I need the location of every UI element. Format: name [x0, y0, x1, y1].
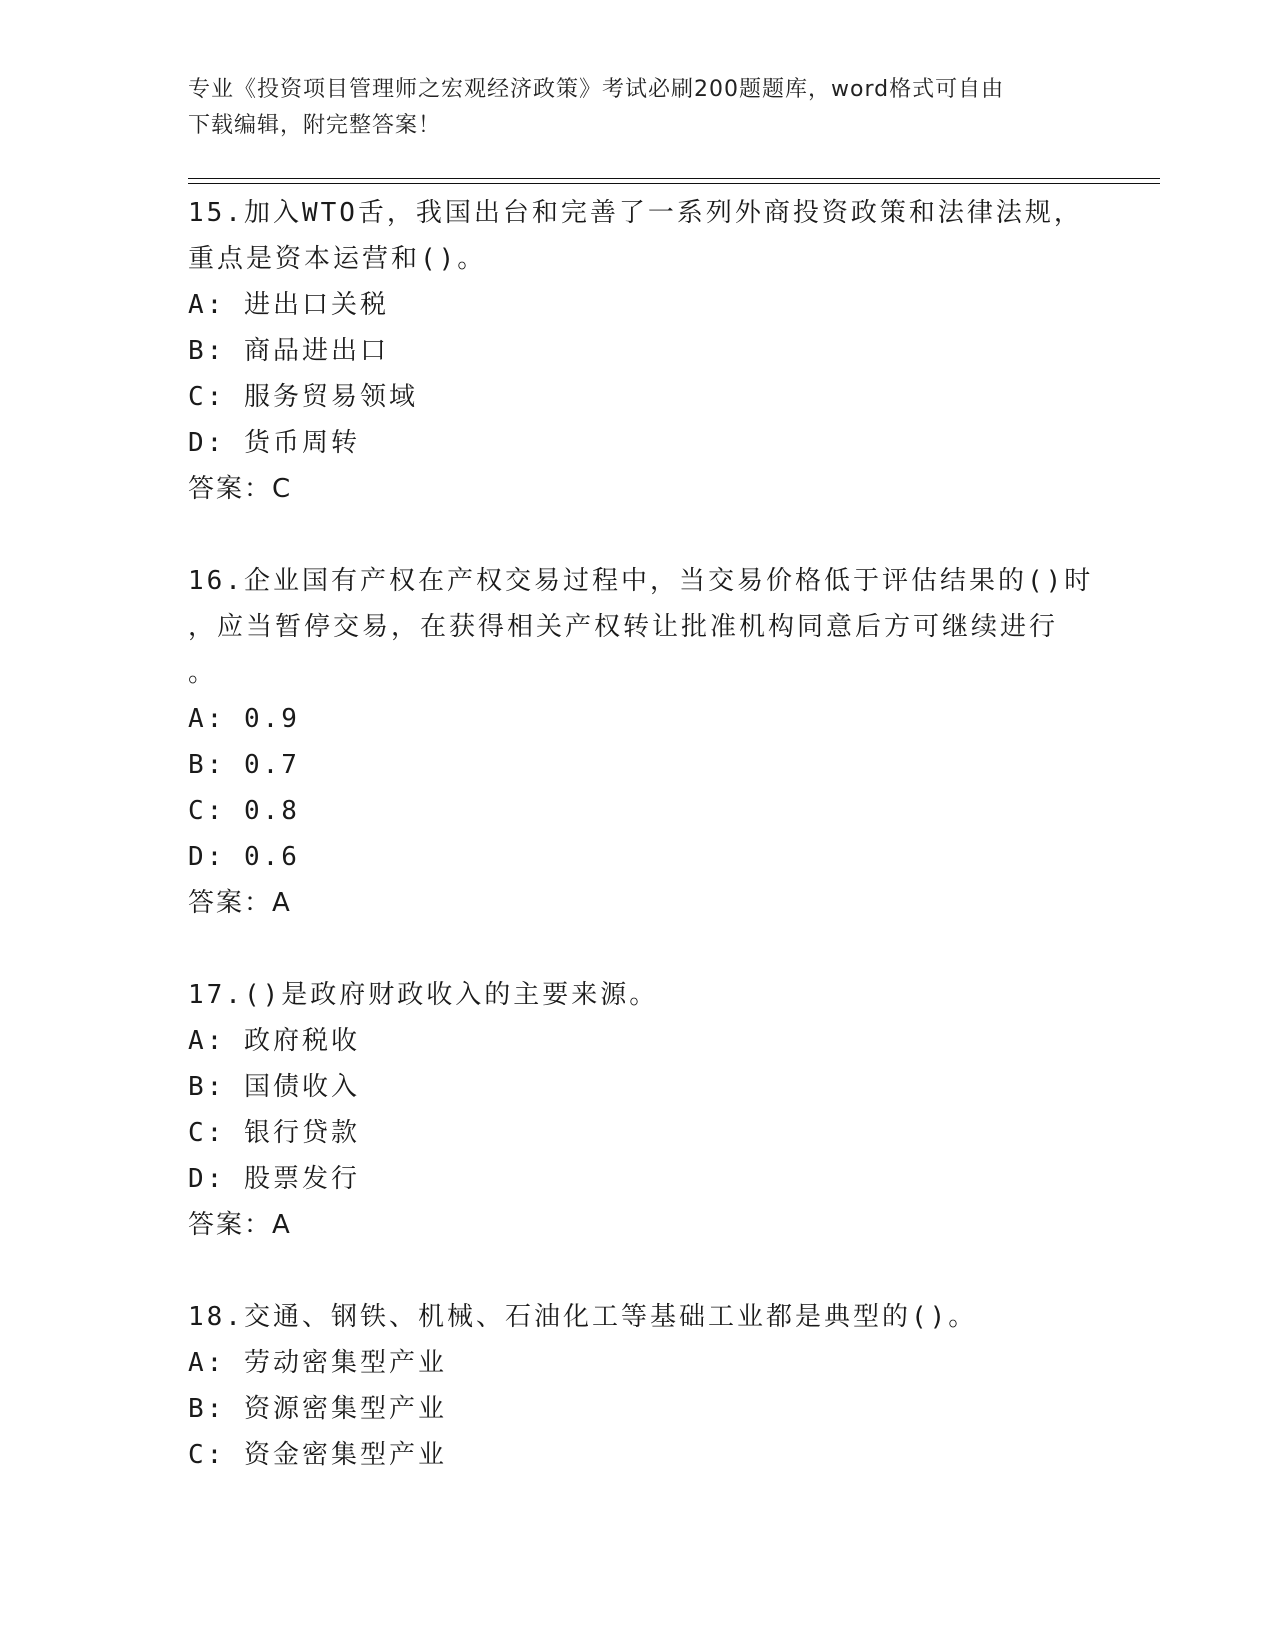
- option-c: C: 0.8: [188, 796, 300, 826]
- question-list: [188, 190, 1094, 1478]
- question-spacer: [188, 512, 1088, 558]
- question-stem-line: 。: [188, 658, 218, 688]
- option-c: C: 服务贸易领域: [188, 382, 418, 412]
- header-divider-bottom: [188, 183, 1160, 184]
- question-stem-line: 重点是资本运营和()。: [188, 244, 487, 274]
- answer-line: 答案：A: [188, 1210, 292, 1240]
- option-a: A: 0.9: [188, 704, 300, 734]
- document-header: [188, 72, 1088, 144]
- option-c: C: 银行贷款: [188, 1118, 360, 1148]
- question-18: [188, 1294, 1088, 1478]
- question-spacer: [188, 1248, 1088, 1294]
- option-d: D: 货币周转: [188, 428, 360, 458]
- question-stem-line: 16.企业国有产权在产权交易过程中，当交易价格低于评估结果的()时: [188, 566, 1094, 596]
- option-b: B: 国债收入: [188, 1072, 360, 1102]
- answer-line: 答案：A: [188, 888, 292, 918]
- question-15: [188, 190, 1088, 512]
- question-17: [188, 972, 1088, 1248]
- question-stem-line: 18.交通、钢铁、机械、石油化工等基础工业都是典型的()。: [188, 1302, 978, 1332]
- header-line-1: 专业《投资项目管理师之宏观经济政策》考试必刷200题题库，word格式可自由: [188, 77, 1005, 102]
- option-a: A: 政府税收: [188, 1026, 360, 1056]
- option-b: B: 资源密集型产业: [188, 1394, 447, 1424]
- option-a: A: 进出口关税: [188, 290, 389, 320]
- question-stem-line: ，应当暂停交易，在获得相关产权转让批准机构同意后方可继续进行: [188, 612, 1059, 642]
- option-d: D: 股票发行: [188, 1164, 360, 1194]
- answer-line: 答案：C: [188, 474, 293, 504]
- option-b: B: 商品进出口: [188, 336, 389, 366]
- option-a: A: 劳动密集型产业: [188, 1348, 447, 1378]
- header-line-2: 下载编辑，附完整答案！: [188, 113, 442, 138]
- option-c: C: 资金密集型产业: [188, 1440, 447, 1470]
- question-16: [188, 558, 1094, 926]
- header-divider-top: [188, 178, 1160, 179]
- option-b: B: 0.7: [188, 750, 300, 780]
- question-stem-line: 17.()是政府财政收入的主要来源。: [188, 980, 659, 1010]
- option-d: D: 0.6: [188, 842, 300, 872]
- question-stem-line: 15.加入WTO舌，我国出台和完善了一系列外商投资政策和法律法规，: [188, 198, 1083, 228]
- question-spacer: [188, 926, 1088, 972]
